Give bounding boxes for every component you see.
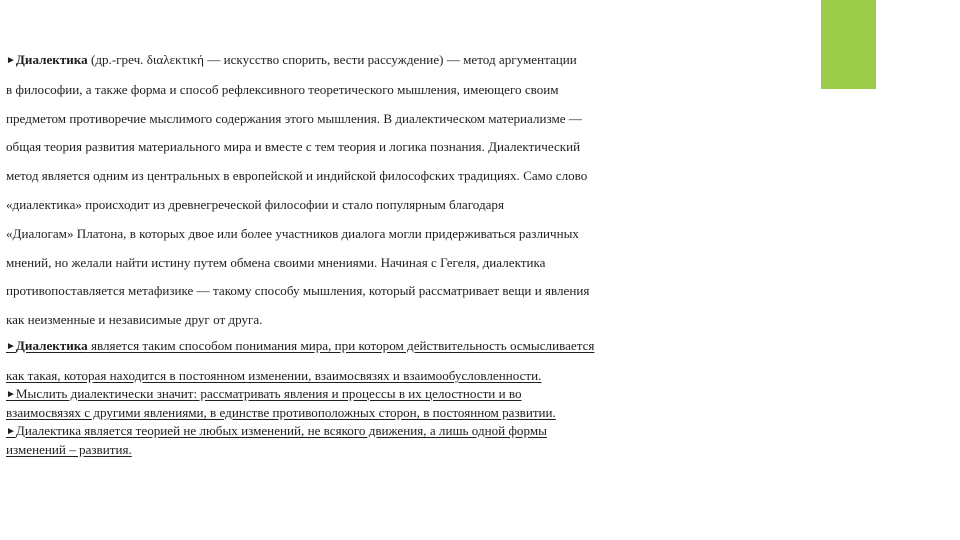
paragraph-text: Диалектика является теорией не любых изменений, не всякого движения, а лишь одной формы: [15, 423, 547, 438]
term-dialectics: Диалектика: [15, 52, 88, 67]
paragraph-line: «Диалогам» Платона, в которых двое или более участников диалога могли придерживаться различных: [6, 225, 579, 241]
bullet-icon: ►: [6, 55, 16, 66]
paragraph-line: [6, 385, 706, 404]
paragraph-line: в философии, а также форма и способ рефлексивного теоретического мышления, имеющего своим: [6, 81, 559, 97]
paragraph-line: [6, 46, 696, 76]
paragraph-line: изменений – развития.: [6, 442, 132, 457]
paragraph-text: Мыслить диалектически значит: рассматривать явления и процессы в их целостности и во: [15, 386, 522, 401]
paragraph-understanding: [6, 335, 706, 459]
paragraph-line: как такая, которая находится в постоянном изменении, взаимосвязях и взаимообусловленности.: [6, 368, 542, 383]
paragraph-line: метод является одним из центральных в европейской и индийской философских традициях. Само слово: [6, 168, 588, 184]
paragraph-line: [6, 422, 706, 441]
definition-text: (др.-греч. διαλεκτική — искусство спорить, вести рассуждение) — метод аргументации: [87, 52, 577, 67]
paragraph-text: является таким способом понимания мира, при котором действительность осмысливается: [87, 338, 595, 353]
paragraph-definition: [6, 46, 696, 335]
paragraph-line: взаимосвязях с другими явлениями, в единстве противоположных сторон, в постоянном развитии.: [6, 405, 556, 420]
paragraph-line: противопоставляется метафизике — такому способу мышления, который рассматривает вещи и явления: [6, 283, 590, 299]
paragraph-line: как неизменные и независимые друг от друга.: [6, 312, 263, 328]
bullet-icon: ►: [6, 426, 16, 437]
bullet-icon: ►: [6, 389, 16, 400]
paragraph-line: «диалектика» происходит из древнегреческой философии и стало популярным благодаря: [6, 196, 504, 212]
term-dialectics: Диалектика: [15, 338, 88, 353]
paragraph-line: мнений, но желали найти истину путем обмена своими мнениями. Начиная с Гегеля, диалектика: [6, 254, 546, 270]
paragraph-line: предметом противоречие мыслимого содержания этого мышления. В диалектическом материализме —: [6, 110, 582, 126]
bullet-icon: ►: [6, 341, 16, 352]
accent-bar: [821, 0, 876, 89]
paragraph-line: общая теория развития материального мира и вместе с тем теория и логика познания. Диалектический: [6, 139, 581, 155]
paragraph-line: [6, 335, 706, 363]
